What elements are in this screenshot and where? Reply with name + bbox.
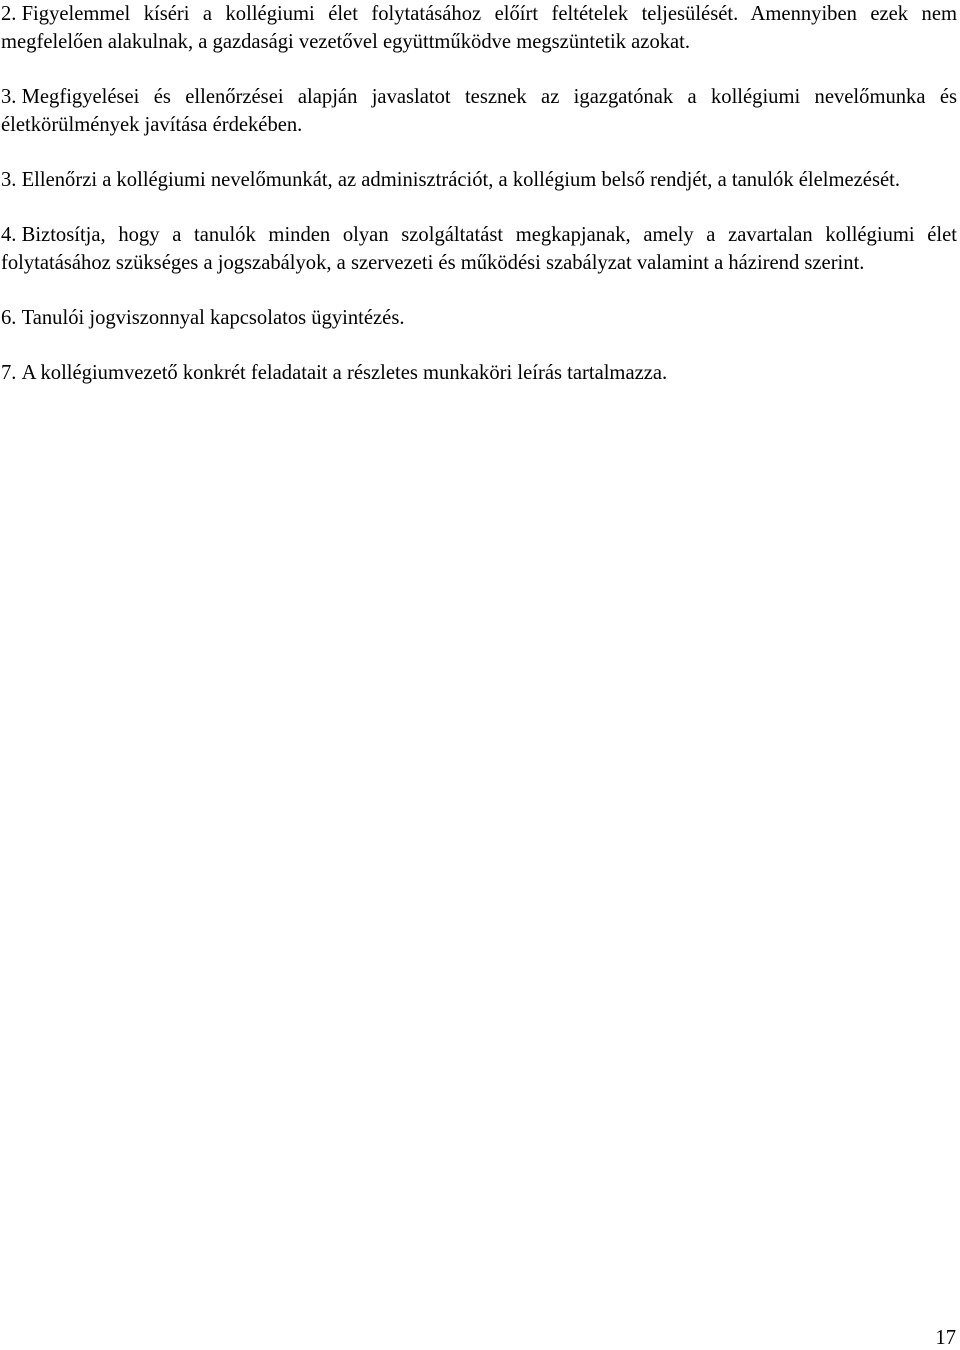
paragraph-7 xyxy=(1,359,957,387)
paragraph-text: Biztosítja, hogy a tanulók minden olyan szolgáltatást megkapjanak, amely a zavartalan kollégiumi élet folytatásához szükséges a jogszabályok, a szervezeti és működési szabályzat valamint a házirend szerint. xyxy=(1,224,957,274)
paragraph-number: 3. xyxy=(1,169,17,191)
paragraph-number: 6. xyxy=(1,307,17,329)
paragraph-2 xyxy=(1,0,957,56)
document-body xyxy=(1,0,957,414)
paragraph-3b xyxy=(1,166,957,194)
paragraph-number: 7. xyxy=(1,362,17,384)
paragraph-number: 3. xyxy=(1,86,17,108)
paragraph-number: 4. xyxy=(1,224,17,246)
paragraph-text: A kollégiumvezető konkrét feladatait a részletes munkaköri leírás tartalmazza. xyxy=(21,362,668,384)
paragraph-4 xyxy=(1,221,957,277)
page-number: 17 xyxy=(935,1327,956,1349)
paragraph-3a xyxy=(1,83,957,139)
paragraph-text: Tanulói jogviszonnyal kapcsolatos ügyintézés. xyxy=(21,307,405,329)
paragraph-text: Ellenőrzi a kollégiumi nevelőmunkát, az adminisztrációt, a kollégium belső rendjét, a tanulók élelmezését. xyxy=(21,169,900,191)
paragraph-number: 2. xyxy=(1,3,17,25)
paragraph-6 xyxy=(1,304,957,332)
paragraph-text: Figyelemmel kíséri a kollégiumi élet folytatásához előírt feltételek teljesülését. Amennyiben ezek nem megfelelően alakulnak, a gazdasági vezetővel együttműködve megszüntetik azokat. xyxy=(1,3,957,53)
paragraph-text: Megfigyelései és ellenőrzései alapján javaslatot tesznek az igazgatónak a kollégiumi nevelőmunka és életkörülmények javítása érdekében. xyxy=(1,86,957,136)
